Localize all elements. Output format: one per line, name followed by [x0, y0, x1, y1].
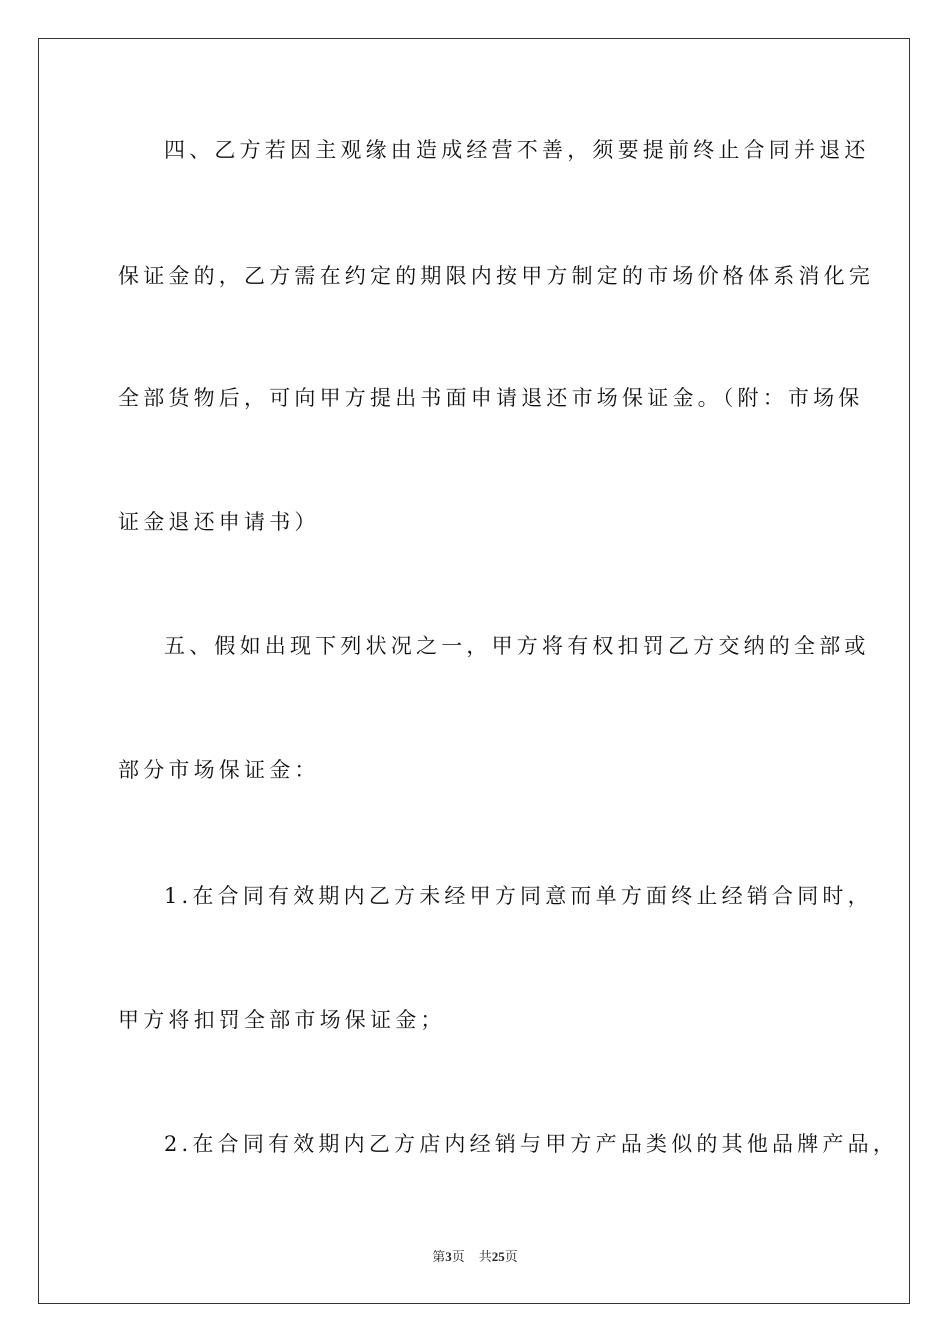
paragraph-line-4: 证金退还申请书） — [118, 510, 320, 534]
footer-page-suffix: 页 — [451, 1249, 465, 1264]
paragraph-line-9: 2.在合同有效期内乙方店内经销与甲方产品类似的其他品牌产品， — [164, 1132, 899, 1156]
footer-total-suffix: 页 — [504, 1249, 518, 1264]
page-border — [38, 38, 910, 1304]
paragraph-line-7: 1.在合同有效期内乙方未经甲方同意而单方面终止经销合同时， — [164, 884, 873, 908]
footer-total-pages: 25 — [491, 1249, 505, 1264]
paragraph-line-2: 保证金的，乙方需在约定的期限内按甲方制定的市场价格体系消化完 — [118, 264, 874, 288]
paragraph-line-1: 四、乙方若因主观缘由造成经营不善，须要提前终止合同并退还 — [164, 138, 870, 162]
footer-page-number: 3 — [445, 1249, 452, 1264]
paragraph-line-8: 甲方将扣罚全部市场保证金； — [118, 1008, 446, 1032]
paragraph-line-5: 五、假如出现下列状况之一，甲方将有权扣罚乙方交纳的全部或 — [164, 634, 870, 658]
paragraph-line-3: 全部货物后，可向甲方提出书面申请退还市场保证金。（附：市场保 — [118, 386, 864, 410]
paragraph-line-6: 部分市场保证金： — [118, 758, 320, 782]
footer-page-prefix: 第 — [432, 1249, 446, 1264]
footer-total-prefix: 共 — [478, 1249, 492, 1264]
page-footer — [0, 1246, 950, 1265]
